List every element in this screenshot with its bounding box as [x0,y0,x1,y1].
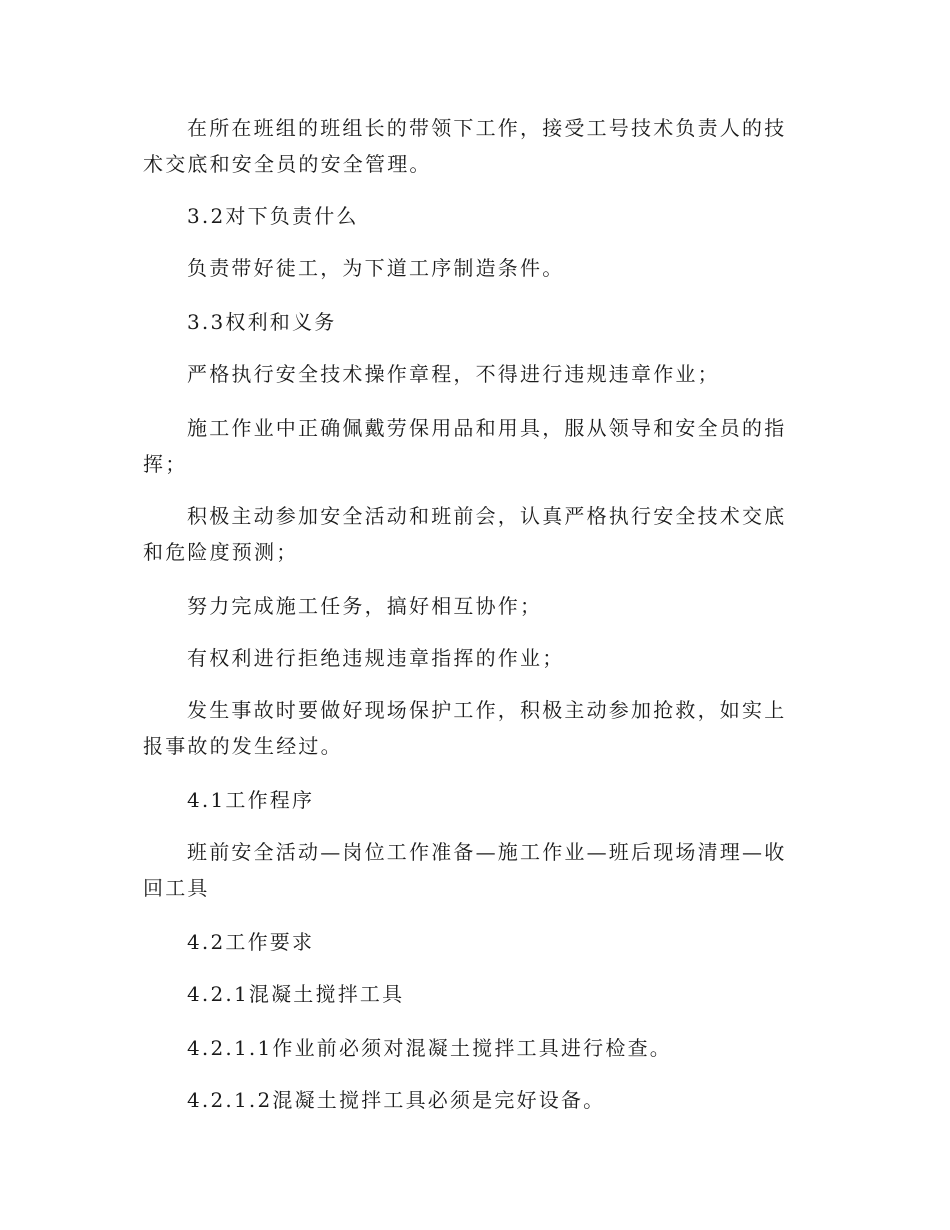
paragraph-complete-tasks: 努力完成施工任务，搞好相互协作； [187,594,543,618]
paragraph-4-2-1-1: 4.2.1.1作业前必须对混凝土搅拌工具进行检查。 [187,1036,672,1060]
heading-3-2: 3.2对下负责什么 [187,204,359,228]
heading-4-2: 4.2工作要求 [187,930,315,954]
paragraph-follow-rules: 严格执行安全技术操作章程，不得进行违规违章作业； [187,362,720,386]
paragraph-apprentice: 负责带好徒工，为下道工序制造条件。 [187,256,565,280]
heading-4-2-1: 4.2.1混凝土搅拌工具 [187,982,405,1006]
paragraph-accident: 发生事故时要做好现场保护工作，积极主动参加抢救，如实上报事故的发生经过。 [143,698,787,758]
paragraph-protective-gear: 施工作业中正确佩戴劳保用品和用具，服从领导和安全员的指挥； [143,416,787,476]
paragraph-refuse-orders: 有权利进行拒绝违规违章指挥的作业； [187,646,565,670]
heading-3-3: 3.3权利和义务 [187,310,337,334]
paragraph-safety-activities: 积极主动参加安全活动和班前会，认真严格执行安全技术交底和危险度预测； [143,504,787,564]
paragraph-responsibility-upward: 在所在班组的班组长的带领下工作，接受工号技术负责人的技术交底和安全员的安全管理。 [143,116,787,176]
paragraph-work-procedure: 班前安全活动—岗位工作准备—施工作业—班后现场清理—收回工具 [143,840,787,900]
heading-4-1: 4.1工作程序 [187,788,315,812]
paragraph-4-2-1-2: 4.2.1.2混凝土搅拌工具必须是完好设备。 [187,1088,606,1112]
